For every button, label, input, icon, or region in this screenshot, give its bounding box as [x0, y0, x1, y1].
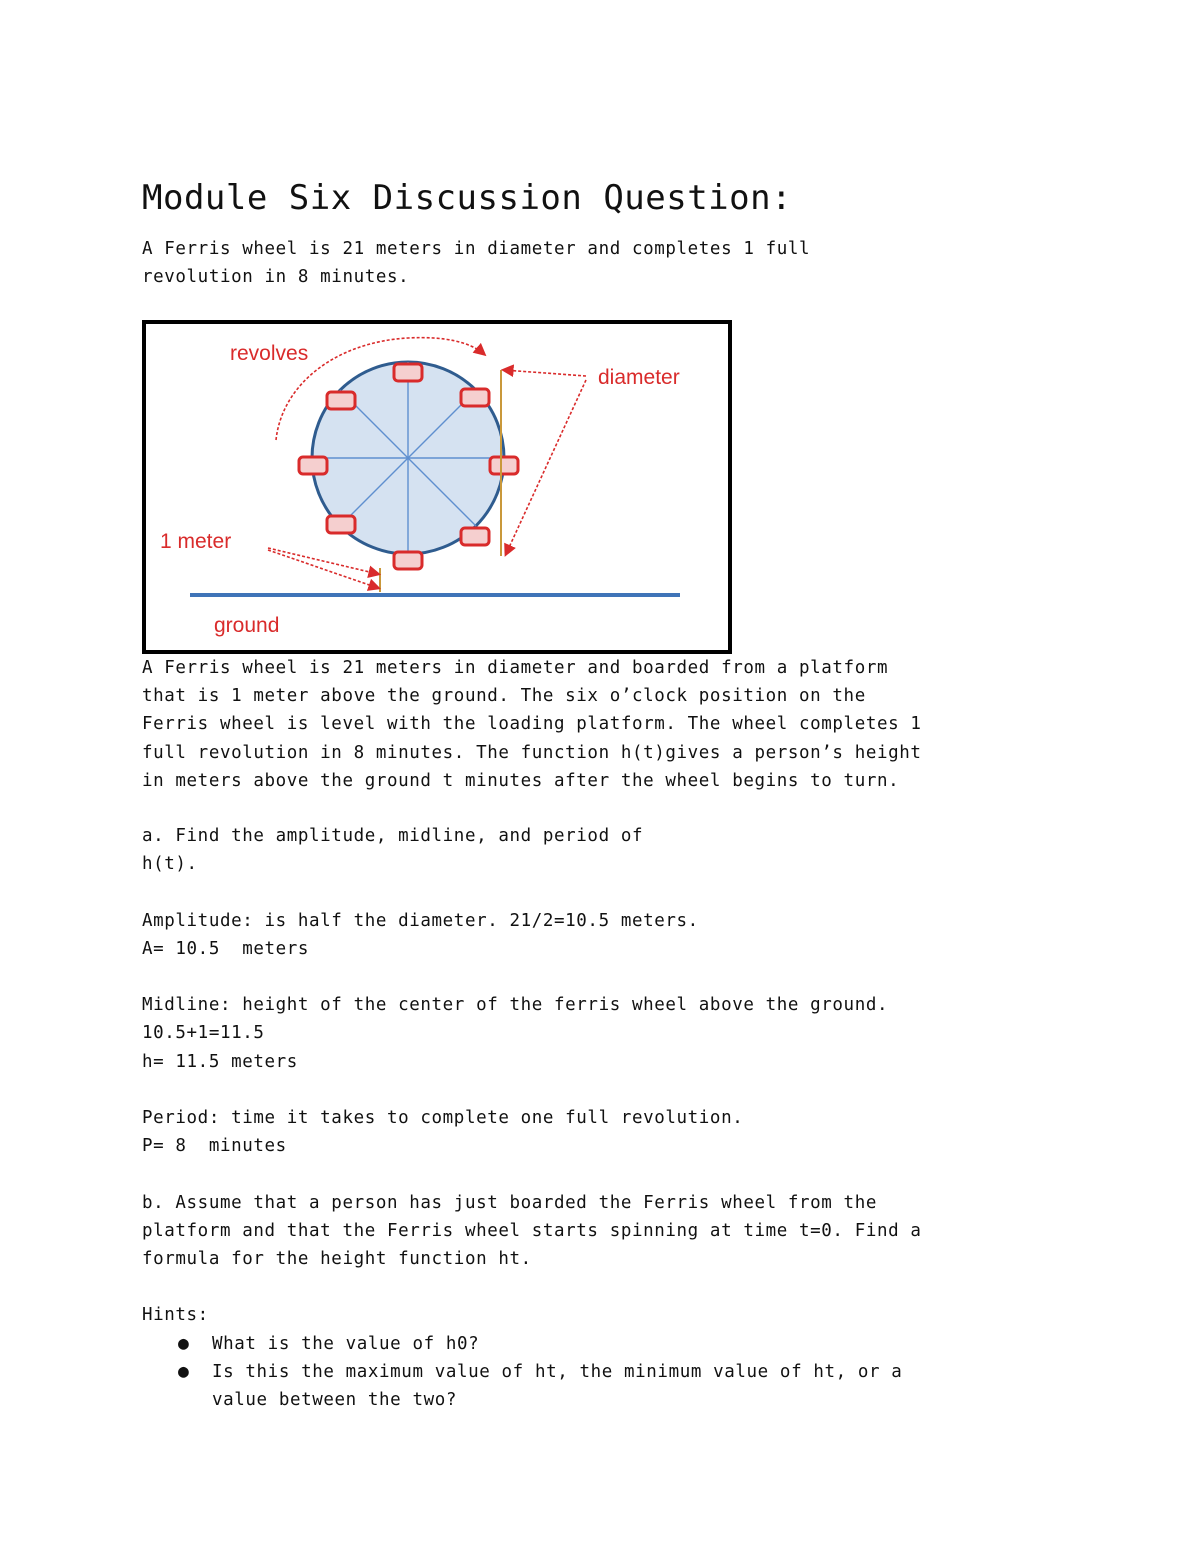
paragraph-line-2: that is 1 meter above the ground. The six o’clock position on the	[142, 686, 866, 707]
paragraph-line-4: full revolution in 8 minutes. The function h(t)gives a person’s height	[142, 742, 922, 763]
hint-text: What is the value of h0?	[212, 1333, 480, 1354]
part-b-line-3: formula for the height function ht.	[142, 1248, 532, 1269]
one-meter-arrow-bottom	[268, 550, 378, 588]
cabin-lower-right	[461, 528, 489, 545]
part-a-question-line-1: a. Find the amplitude, midline, and period of	[142, 826, 644, 846]
period-explanation: Period: time it takes to complete one full revolution.	[142, 1107, 744, 1128]
hint-text: Is this the maximum value of ht, the minimum value of ht, or a value between the two?	[212, 1361, 903, 1410]
amplitude-explanation: Amplitude: is half the diameter. 21/2=10.5 meters.	[142, 910, 699, 931]
label-one-meter: 1 meter	[160, 530, 232, 553]
cabin-right	[490, 457, 518, 474]
amplitude-answer: A= 10.5 meters	[142, 938, 310, 959]
questions-section	[142, 822, 922, 1414]
paragraph-line-3: Ferris wheel is level with the loading platform. The wheel completes 1	[142, 714, 922, 735]
part-a-question-line-2: h(t).	[142, 854, 198, 875]
cabin-top	[394, 364, 422, 381]
one-meter-arrow-top	[268, 548, 378, 574]
hints-list	[142, 1330, 922, 1415]
hint-item	[142, 1358, 922, 1414]
page-title: Module Six Discussion Question:	[142, 178, 793, 218]
midline-answer: h= 11.5 meters	[142, 1051, 298, 1072]
part-b-line-2: platform and that the Ferris wheel starts spinning at time t=0. Find a	[142, 1220, 922, 1241]
midline-calculation: 10.5+1=11.5	[142, 1023, 265, 1044]
label-revolves: revolves	[230, 342, 309, 365]
problem-paragraph	[142, 654, 922, 795]
paragraph-line-1: A Ferris wheel is 21 meters in diameter and boarded from a platform	[142, 658, 889, 678]
hints-heading: Hints:	[142, 1305, 209, 1326]
part-b-line-1: b. Assume that a person has just boarded the Ferris wheel from the	[142, 1192, 877, 1213]
label-ground: ground	[214, 614, 280, 637]
hint-item	[142, 1330, 922, 1358]
diameter-arrow-top	[504, 370, 586, 376]
intro-paragraph	[142, 235, 810, 291]
ferris-wheel-diagram	[142, 320, 732, 654]
period-answer: P= 8 minutes	[142, 1136, 287, 1157]
intro-line-1: A Ferris wheel is 21 meters in diameter and completes 1 full	[142, 239, 811, 259]
bullet-icon: ●	[178, 1360, 190, 1382]
midline-explanation: Midline: height of the center of the ferris wheel above the ground.	[142, 995, 889, 1016]
cabin-upper-right	[461, 389, 489, 406]
label-diameter: diameter	[598, 366, 680, 389]
paragraph-line-5: in meters above the ground t minutes after the wheel begins to turn.	[142, 770, 900, 791]
cabin-upper-left	[327, 392, 355, 409]
cabin-bottom	[394, 552, 422, 569]
bullet-icon: ●	[178, 1332, 190, 1354]
intro-line-2: revolution in 8 minutes.	[142, 267, 410, 288]
cabin-left	[299, 457, 327, 474]
cabin-lower-left	[327, 516, 355, 533]
